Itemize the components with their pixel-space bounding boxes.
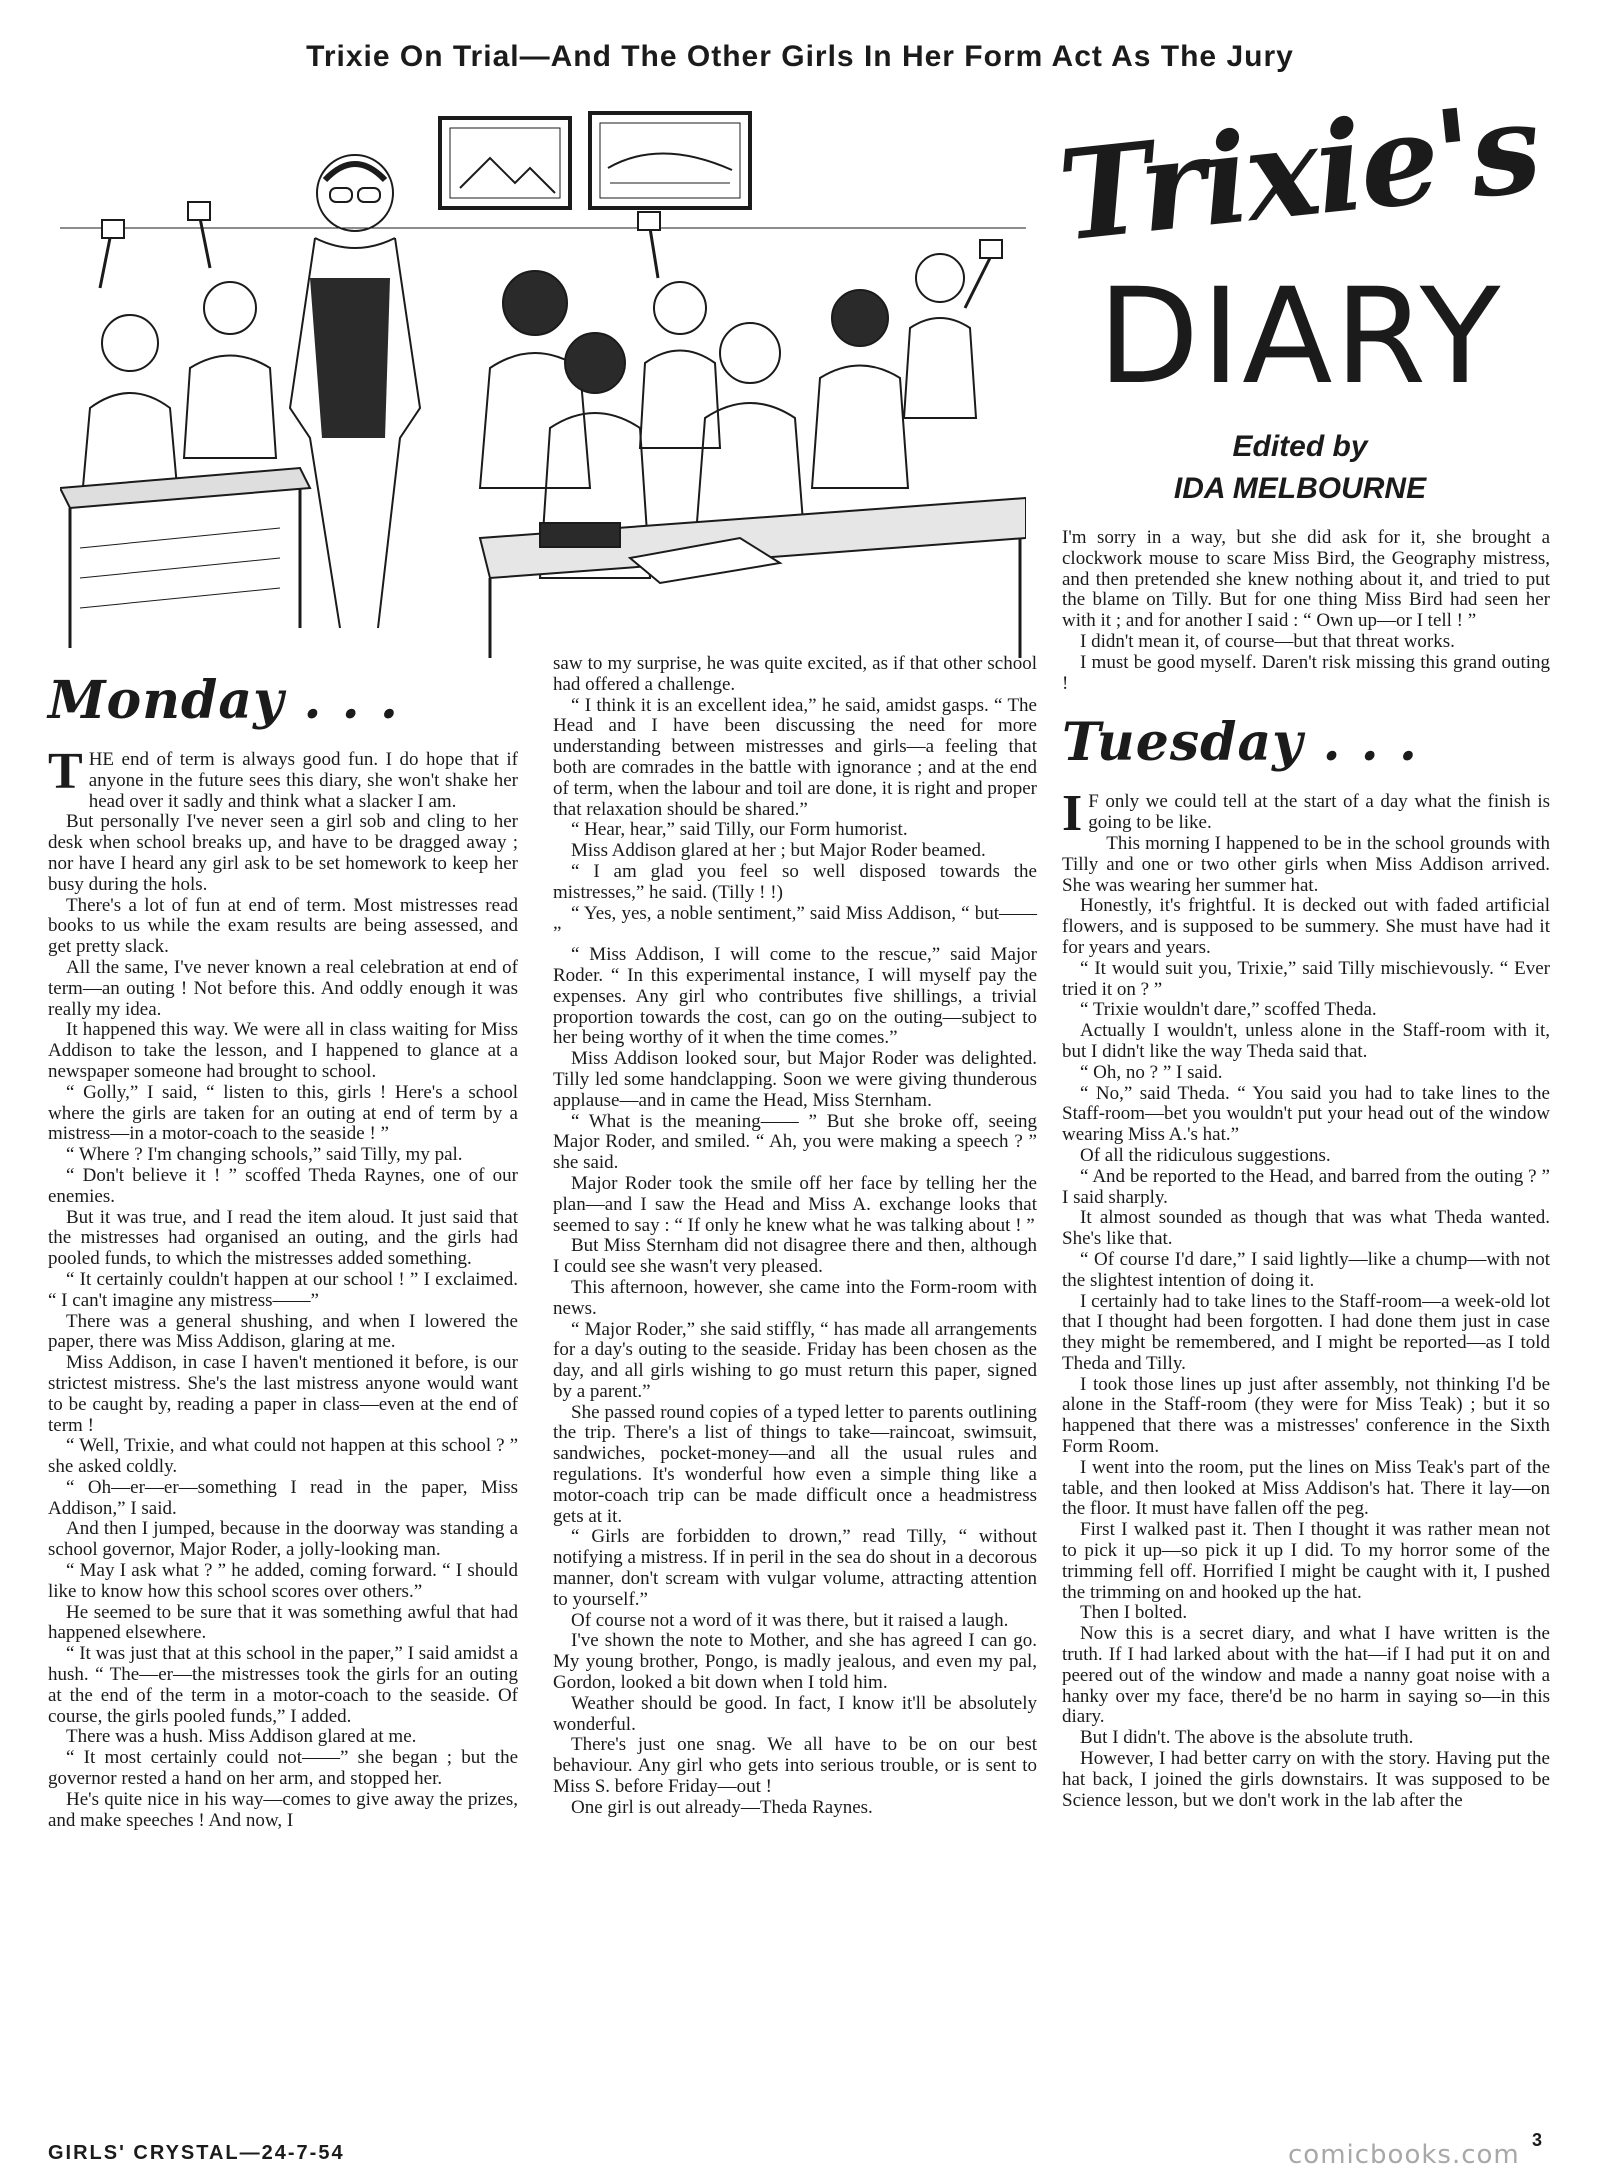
paragraph: First I walked past it. Then I thought it was rather mean not to pick it up—so pick it up I did. To my horror some of the trimming fell off. Horrified I might be caught with it, I pushed the trimming on and hooked up the hat. bbox=[1062, 1519, 1550, 1603]
paragraph: “ Where ? I'm changing schools,” said Tilly, my pal. bbox=[66, 1144, 463, 1166]
paragraph: Then I bolted. bbox=[1080, 1602, 1188, 1624]
paragraph: “ Oh, no ? ” I said. bbox=[1080, 1061, 1223, 1083]
paragraph: I'm sorry in a way, but she did ask for it, she brought a clockwork mouse to scare Miss Bird, the Geography mistress, and then pretended she knew nothing about it, and tried to put the blame on Tilly. But for one thing Miss Bird had seen her with it ; and for another I said : “ Own up—or I tell ! ” bbox=[1062, 527, 1550, 632]
paragraph: I took those lines up just after assembly, not thinking I'd be alone in the Staff-room (they were for Miss Teak) ; but it so happened that there was a mistresses' conference in the Sixth Form Room. bbox=[1062, 1373, 1550, 1458]
paragraph: “ Girls are forbidden to drown,” read Tilly, “ without notifying a mistress. If in peril in the sea do shout in a decorous manner, don't scream with vulgar volume, attracting attention to yourself.” bbox=[553, 1526, 1037, 1610]
paragraph: Honestly, it's frightful. It is decked out with faded artificial flowers, and is supposed to be summery. She must have had it for years and years. bbox=[1062, 895, 1550, 958]
paragraph: All the same, I've never known a real celebration at end of term—an outing ! Not before this. And oddly enough it was really my idea. bbox=[48, 956, 518, 1020]
column-left bbox=[48, 666, 518, 1831]
paragraph: “ I am glad you feel so well disposed towards the mistresses,” he said. (Tilly ! !) bbox=[553, 860, 1037, 903]
paragraph: “ What is the meaning—— ” But she broke off, seeing Major Roder, and smiled. “ Ah, you were making a speech ? ” she said. bbox=[553, 1110, 1037, 1174]
edited-by: Edited by bbox=[1232, 430, 1368, 463]
paragraph: “ Hear, hear,” said Tilly, our Form humorist. bbox=[571, 819, 908, 841]
paragraph: I didn't mean it, of course—but that threat works. bbox=[1080, 630, 1455, 652]
paragraph: There's a lot of fun at end of term. Most mistresses read books to us while the exam results are being assessed, and get pretty slack. bbox=[48, 894, 518, 958]
paragraph: Miss Addison glared at her ; but Major Roder beamed. bbox=[571, 840, 986, 862]
watermark: comicbooks.com bbox=[1288, 2140, 1520, 2170]
paragraph: “ May I ask what ? ” he added, coming forward. “ I should like to know how this school scores over others.” bbox=[48, 1560, 518, 1602]
paragraph: I certainly had to take lines to the Staff-room—a week-old lot that I thought had been forgotten. I had done them just in case they might be remembered, and I might be reported—as I told Theda and Tilly. bbox=[1062, 1290, 1550, 1374]
paragraph: Weather should be good. In fact, I know it'll be absolutely wonderful. bbox=[553, 1692, 1037, 1735]
paragraph: Of all the ridiculous suggestions. bbox=[1080, 1144, 1331, 1166]
paragraph: “ It most certainly could not——” she began ; but the governor rested a hand on her arm, and stopped her. bbox=[48, 1747, 518, 1790]
paragraph: “ And be reported to the Head, and barred from the outing ? ” I said sharply. bbox=[1062, 1165, 1550, 1208]
paragraph: There's just one snag. We all have to be on our best behaviour. Any girl who gets into serious trouble, or is sent to Miss S. before Friday—out ! bbox=[553, 1734, 1037, 1798]
headline: Trixie On Trial—And The Other Girls In Her Form Act As The Jury bbox=[306, 40, 1294, 73]
paragraph: “ Major Roder,” she said stiffly, “ has made all arrangements for a day's outing to the seaside. Friday has been chosen as the day, and all girls wishing to go must return this paper, signed by a parent.” bbox=[553, 1318, 1037, 1402]
paragraph: “ Oh—er—er—something I read in the paper, Miss Addison,” I said. bbox=[48, 1476, 518, 1519]
monday-text bbox=[48, 743, 518, 1831]
page-number: 3 bbox=[1532, 2130, 1543, 2150]
title-main: DIARY bbox=[1097, 260, 1503, 414]
paragraph: He seemed to be sure that it was something awful that had happened elsewhere. bbox=[48, 1601, 518, 1644]
title-block bbox=[1050, 75, 1550, 540]
paragraph: Of course not a word of it was there, but it raised a laugh. bbox=[571, 1609, 1009, 1631]
paragraph: It almost sounded as though that was what Theda wanted. She's like that. bbox=[1062, 1207, 1550, 1250]
paragraph: This morning I happened to be in the school grounds with Tilly and one or two other girls when Miss Addison arrived. She was wearing her summer hat. bbox=[1062, 832, 1550, 896]
paragraph: IF only we could tell at the start of a day what the finish is going to be like. bbox=[1062, 785, 1550, 843]
paragraph: Actually I wouldn't, unless alone in the Staff-room with it, but I didn't like the way Theda said that. bbox=[1062, 1020, 1550, 1062]
paragraph: “ Miss Addison, I will come to the rescue,” said Major Roder. “ In this experimental instance, I will myself pay the expenses. Any girl who contributes five shillings, a trivial proportion towards the cost, can go on the outing—subject to her being worthy of it when the time comes.” bbox=[553, 944, 1037, 1049]
paragraph: “ Yes, yes, a noble sentiment,” said Miss Addison, “ but—— ” bbox=[553, 902, 1037, 945]
tuesday-heading: Tuesday . . . bbox=[1062, 712, 1418, 774]
paragraph: Now this is a secret diary, and what I have written is the truth. If I had larked about with the hat—if I had put it on and peered out of the window and made a nanny goat noise with a hanky over my face, there'd be no harm in saying so—in this diary. bbox=[1062, 1623, 1550, 1728]
paragraph: Miss Addison looked sour, but Major Roder was delighted. Tilly led some handclapping. Soon we were giving thunderous applause—and in came the Head, Miss Sternham. bbox=[553, 1048, 1037, 1111]
paragraph: And then I jumped, because in the doorway was standing a school governor, Major Roder, a jolly-looking man. bbox=[48, 1518, 518, 1561]
column-right bbox=[1062, 528, 1550, 1811]
paragraph: I must be good myself. Daren't risk missing this grand outing ! bbox=[1062, 651, 1550, 694]
paragraph: I went into the room, put the lines on Miss Teak's part of the table, and then looked at Miss Addison's hat. There it lay—on the floor. It must have fallen off the peg. bbox=[1062, 1456, 1550, 1520]
paragraph: “ It was just that at this school in the paper,” I said amidst a hush. “ The—er—the mistresses took the girls for an outing at the end of the term in a motor-coach to the seaside. Of course, the girls pooled funds,” I added. bbox=[48, 1643, 518, 1727]
paragraph: He's quite nice in his way—comes to give away the prizes, and make speeches ! And now, I bbox=[48, 1788, 518, 1831]
paragraph: It happened this way. We were all in class waiting for Miss Addison to take the lesson, and I happened to glance at a newspaper someone had brought to school. bbox=[48, 1019, 518, 1082]
paragraph: I've shown the note to Mother, and she has agreed I can go. My young brother, Pongo, is madly jealous, and even my pal, Gordon, looked a bit down when I told him. bbox=[553, 1630, 1037, 1694]
title-script: Trixie's bbox=[1052, 75, 1545, 270]
paragraph: But it was true, and I read the item aloud. It just said that the mistresses had organised an outing, and the girls had pooled funds, to which the mistresses added something. bbox=[48, 1206, 518, 1270]
column-middle bbox=[553, 654, 1037, 1819]
classroom-illustration bbox=[60, 108, 1026, 658]
paragraph: “ I think it is an excellent idea,” he said, amidst gasps. “ The Head and I have been discussing the need for more understanding between mistresses and girls—a feeling that both are comrades in the battle with ignorance ; and at the end of term, when the labour and toil are done, it is right and proper that relaxation should be shared.” bbox=[553, 694, 1037, 820]
paragraph: But I didn't. The above is the absolute truth. bbox=[1080, 1727, 1414, 1749]
paragraph: “ No,” said Theda. “ You said you had to take lines to the Staff-room—bet you wouldn't put your head out of the window wearing Miss A.'s hat.” bbox=[1062, 1082, 1550, 1146]
paragraph: “ Well, Trixie, and what could not happen at this school ? ” she asked coldly. bbox=[48, 1435, 518, 1478]
paragraph: “ Of course I'd dare,” I said lightly—like a chump—with not the slightest intention of doing it. bbox=[1062, 1248, 1550, 1291]
paragraph: She passed round copies of a typed letter to parents outlining the trip. There's a list of things to take—raincoat, swimsuit, sandwiches, pocket-money—and all the usual rules and regulations. It's wonderful how even a simple thing like a motor-coach trip can be made difficult once a headmistress gets at it. bbox=[553, 1401, 1037, 1527]
paragraph: But personally I've never seen a girl sob and cling to her desk when school breaks up, and have to be dragged away ; nor have I heard any girl ask to be set homework to keep her busy during the hols. bbox=[48, 811, 518, 895]
paragraph: But Miss Sternham did not disagree there and then, although I could see she wasn't very pleased. bbox=[553, 1235, 1037, 1278]
paragraph: THE end of term is always good fun. I do hope that if anyone in the future sees this diary, she won't shake her head over it sadly and think what a slacker I am. bbox=[48, 743, 518, 812]
paragraph: “ It certainly couldn't happen at our school ! ” I exclaimed. “ I can't imagine any mistress——” bbox=[48, 1268, 518, 1311]
paragraph: “ Golly,” I said, “ listen to this, girls ! Here's a school where the girls are taken for an outing at end of term by a mistress—in a motor-coach to the seaside ! ” bbox=[48, 1081, 518, 1145]
paragraph: Miss Addison, in case I haven't mentioned it before, is our strictest mistress. She's the last mistress anyone would want to be caught by, reading a paper in class—even at the end of term ! bbox=[48, 1352, 518, 1436]
paragraph: saw to my surprise, he was quite excited, as if that other school had offered a challenge. bbox=[553, 653, 1037, 695]
paragraph: There was a general shushing, and when I lowered the paper, there was Miss Addison, glaring at me. bbox=[48, 1310, 518, 1353]
issue-footer: GIRLS' CRYSTAL—24-7-54 bbox=[48, 2142, 345, 2164]
paragraph: “ Trixie wouldn't dare,” scoffed Theda. bbox=[1080, 999, 1377, 1021]
editor-name: IDA MELBOURNE bbox=[1173, 472, 1427, 505]
paragraph: However, I had better carry on with the story. Having put the hat back, I joined the girls downstairs. It was supposed to be Science lesson, but we don't work in the lab after the bbox=[1062, 1748, 1550, 1811]
paragraph: “ Don't believe it ! ” scoffed Theda Raynes, one of our enemies. bbox=[48, 1164, 518, 1207]
paragraph: Major Roder took the smile off her face by telling her the plan—and I saw the Head and Miss A. exchange looks that seemed to say : “ If only he knew what he was talking about ! ” bbox=[553, 1172, 1037, 1236]
paragraph: “ It would suit you, Trixie,” said Tilly mischievously. “ Ever tried it on ? ” bbox=[1062, 957, 1550, 1000]
paragraph: One girl is out already—Theda Raynes. bbox=[571, 1796, 873, 1818]
monday-heading: Monday . . . bbox=[48, 670, 399, 731]
paragraph: This afternoon, however, she came into the Form-room with news. bbox=[553, 1276, 1037, 1319]
paragraph: There was a hush. Miss Addison glared at me. bbox=[66, 1726, 417, 1748]
